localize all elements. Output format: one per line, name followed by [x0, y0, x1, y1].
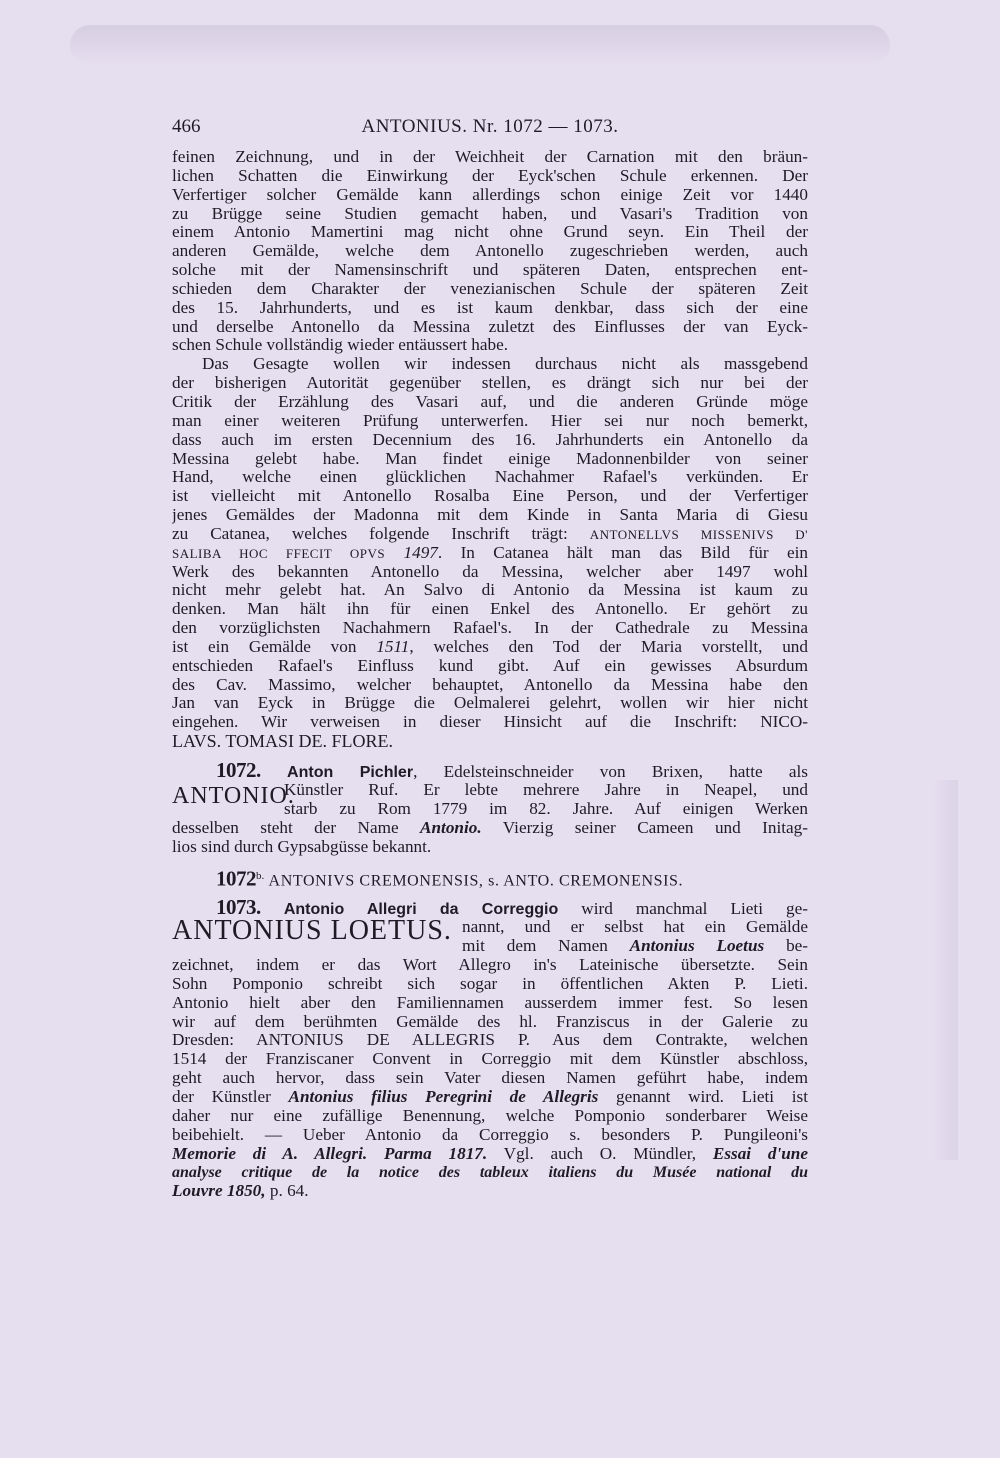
side-after: be- — [786, 937, 808, 956]
text-line: Werk des bekannten Antonello da Messina, welcher aber 1497 wohl — [172, 562, 808, 581]
text-line: anderen Gemälde, welche dem Antonello zugeschrieben werden, auch — [172, 242, 808, 261]
date-line-year: 1511 — [376, 637, 410, 656]
reference-line — [172, 1163, 808, 1182]
text-line: Jan van Eyck in Brügge die Oelmalerei gelehrt, wollen wir hier nicht — [172, 694, 808, 713]
entry-reference: ANTONIVS CREMONENSIS, s. ANTO. CREMONENSIS. — [268, 873, 684, 889]
entry-name: Anton Pichler — [287, 764, 414, 781]
text-line: solche mit der Namensinschrift und späteren Daten, entsprechen ent- — [172, 261, 808, 280]
paragraph-1 — [172, 148, 808, 355]
text-column — [172, 148, 808, 1201]
reference-title-3: analyse critique de la notice des tableux italiens du Musée national du — [172, 1164, 808, 1182]
text-line — [172, 1088, 808, 1107]
entry-heading-rest: wird manchmal Lieti ge- — [581, 899, 808, 919]
text-line — [172, 819, 808, 838]
page-edge-shadow — [932, 780, 958, 1160]
reference-mid: Vgl. auch O. Mündler, — [503, 1144, 697, 1163]
text-line: den vorzüglichsten Nachahmern Rafael's. In der Cathedrale zu Messina — [172, 619, 808, 638]
text-line: Messina gelebt habe. Man findet einige Madonnenbilder von seiner — [172, 449, 808, 468]
text-line: feinen Zeichnung, und in der Weichheit der Carnation mit den bräun- — [172, 148, 808, 166]
date-line-before: ist ein Gemälde von — [172, 637, 357, 656]
text-line: Verfertiger solcher Gemälde kann allerdings schon einige Zeit vor 1440 — [172, 185, 808, 204]
date-line-after: , welches den Tod der Maria vorstellt, und — [409, 637, 808, 656]
text-line: und derselbe Antonello da Messina zuletzt des Einflusses der van Eyck- — [172, 317, 808, 336]
text-line: entschieden Rafael's Einfluss kund gibt. Auf ein gewisses Absurdum — [172, 656, 808, 675]
text-line: schieden dem Charakter der venezianischen Schule der späteren Zeit — [172, 279, 808, 298]
inscription-text-2: SALIBA HOC FFECIT OPVS — [172, 545, 386, 561]
reference-title-4: Louvre 1850, — [172, 1182, 266, 1201]
monogram-row — [172, 781, 808, 819]
text-line: 1514 der Franziscaner Convent in Correggio mit dem Künstler abschloss, — [172, 1050, 808, 1069]
text-line: Sohn Pomponio schreibt sich sogar in öffentlichen Akten P. Lieti. — [172, 974, 808, 993]
monogram-antonio: ANTONIO. — [172, 783, 295, 809]
text-line: lios sind durch Gypsabgüsse bekannt. — [172, 837, 432, 856]
text-line: des Cav. Massimo, welcher behauptet, Antonello da Messina habe den — [172, 675, 808, 694]
inscription-line — [172, 525, 808, 544]
line-after: genannt wird. Lieti ist — [616, 1087, 808, 1106]
side-line: Künstler Ruf. Er lebte mehrere Jahre in Neapel, und — [284, 781, 808, 799]
text-line: der bisherigen Autorität gegenüber stellen, es drängt sich nur bei der — [172, 374, 808, 393]
name-italic: Antonius Loetus — [629, 937, 765, 956]
text-line: Antonio hielt aber den Familiennamen ausserdem immer fest. So lesen — [172, 993, 808, 1012]
text-line: man einer weiteren Prüfung unterwerfen. Hier sei nur noch bemerkt, — [172, 411, 808, 430]
text-line: daher nur eine zufällige Benennung, welche Pomponio sonderbarer Weise — [172, 1106, 808, 1125]
text-line: Dresden: ANTONIUS DE ALLEGRIS P. Aus dem Contrakte, welchen — [172, 1031, 808, 1050]
entry-1072 — [172, 759, 808, 856]
page-header — [172, 116, 808, 142]
side-before: mit dem Namen — [462, 937, 608, 956]
side-line: nannt, und er selbst hat ein Gemälde — [462, 918, 808, 937]
text-line: geht auch hervor, dass sein Vater diesen Namen geführt habe, indem — [172, 1069, 808, 1088]
inscription-after: . In Catanea hält man das Bild für ein — [437, 543, 808, 562]
text-line: einem Antonio Mamertini mag nicht ohne Grund seyn. Ein Theil der — [172, 223, 808, 242]
monogram-antonius-loetus: ANTONIUS LOETUS. — [172, 915, 452, 947]
date-line — [172, 638, 808, 657]
text-line: eingehen. Wir verweisen in dieser Hinsicht auf die Inschrift: NICO- — [172, 713, 808, 732]
entry-heading-line — [172, 864, 808, 888]
entry-number: 1072. — [216, 759, 261, 781]
text-line: jenes Gemäldes der Madonna mit dem Kinde in Santa Maria di Giesu — [172, 506, 808, 525]
text-line: ist vielleicht mit Antonello Rosalba Eine Person, und der Verfertiger — [172, 487, 808, 506]
text-line: Hand, welche einen glücklichen Nachahmer Rafael's verkünden. Er — [172, 468, 808, 487]
line-before: der Künstler — [172, 1087, 271, 1106]
entry-1073 — [172, 896, 808, 1201]
page-number: 466 — [172, 116, 201, 137]
side-line: starb zu Rom 1779 im 82. Jahre. Auf einigen Werken — [284, 799, 808, 818]
text-line: nicht mehr gelebt hat. An Salvo di Antonio da Messina ist kaum zu — [172, 581, 808, 600]
entry-number: 1072 — [216, 867, 256, 889]
reference-line — [172, 1182, 808, 1201]
inscription-text: ANTONELLVS MISSENIVS D' — [589, 526, 808, 542]
name-italic: Antonius filius Peregrini de Allegris — [288, 1087, 599, 1106]
reference-line — [172, 1145, 808, 1164]
inscription-year: 1497 — [403, 543, 438, 562]
side-line — [462, 937, 808, 956]
text-line: Critik der Erzählung des Vasari auf, und die anderen Gründe möge — [172, 392, 808, 411]
text-line: schen Schule vollständig wieder entäussert habe. — [172, 336, 509, 355]
text-line: zeichnet, indem er das Wort Allegro in's Lateinische übersetzte. Sein — [172, 956, 808, 975]
reference-page: p. 64. — [269, 1182, 309, 1201]
text-line: wir auf dem berühmten Gemälde des hl. Franziscus in der Galerie zu — [172, 1012, 808, 1031]
text-line: dass auch im ersten Decennium des 16. Jahrhunderts ein Antonello da — [172, 430, 808, 449]
line-before: desselben steht der Name — [172, 818, 399, 837]
running-head: ANTONIUS. Nr. 1072 — 1073. — [361, 116, 619, 137]
inscription-intro: zu Catanea, welches folgende Inschrift trägt: — [172, 524, 568, 543]
paragraph-2 — [172, 355, 808, 751]
scan-smudge — [70, 25, 890, 65]
text-line: Das Gesagte wollen wir indessen durchaus nicht als massgebend — [202, 355, 808, 374]
text-line: beibehielt. — Ueber Antonio da Correggio s. besonders P. Pungileoni's — [172, 1125, 808, 1144]
entry-superscript: b. — [256, 870, 265, 883]
inscription-line-2 — [172, 544, 808, 563]
line-after: Vierzig seiner Cameen und Initag- — [502, 818, 808, 837]
text-line: lichen Schatten die Einwirkung der Eyck'schen Schule erkennen. Der — [172, 166, 808, 185]
entry-1072b — [172, 864, 808, 888]
text-line: denken. Man hält ihn für einen Enkel des Antonello. Er gehört zu — [172, 600, 808, 619]
monogram-row — [172, 915, 808, 956]
text-line: LAVS. TOMASI DE. FLORE. — [172, 732, 394, 751]
entry-name: Antonio Allegri da Correggio — [283, 901, 559, 919]
name-italic: Antonio. — [420, 818, 482, 837]
text-line: des 15. Jahrhunderts, und es ist kaum denkbar, dass sich der eine — [172, 298, 808, 317]
entry-heading-rest: , Edelsteinschneider von Brixen, hatte als — [413, 762, 808, 781]
text-line: zu Brügge seine Studien gemacht haben, und Vasari's Tradition von — [172, 204, 808, 223]
entry-number: 1073. — [216, 896, 261, 919]
reference-title: Memorie di A. Allegri. Parma 1817. — [172, 1144, 488, 1163]
entry-heading-line — [172, 759, 808, 781]
reference-title-2: Essai d'une — [712, 1144, 808, 1163]
